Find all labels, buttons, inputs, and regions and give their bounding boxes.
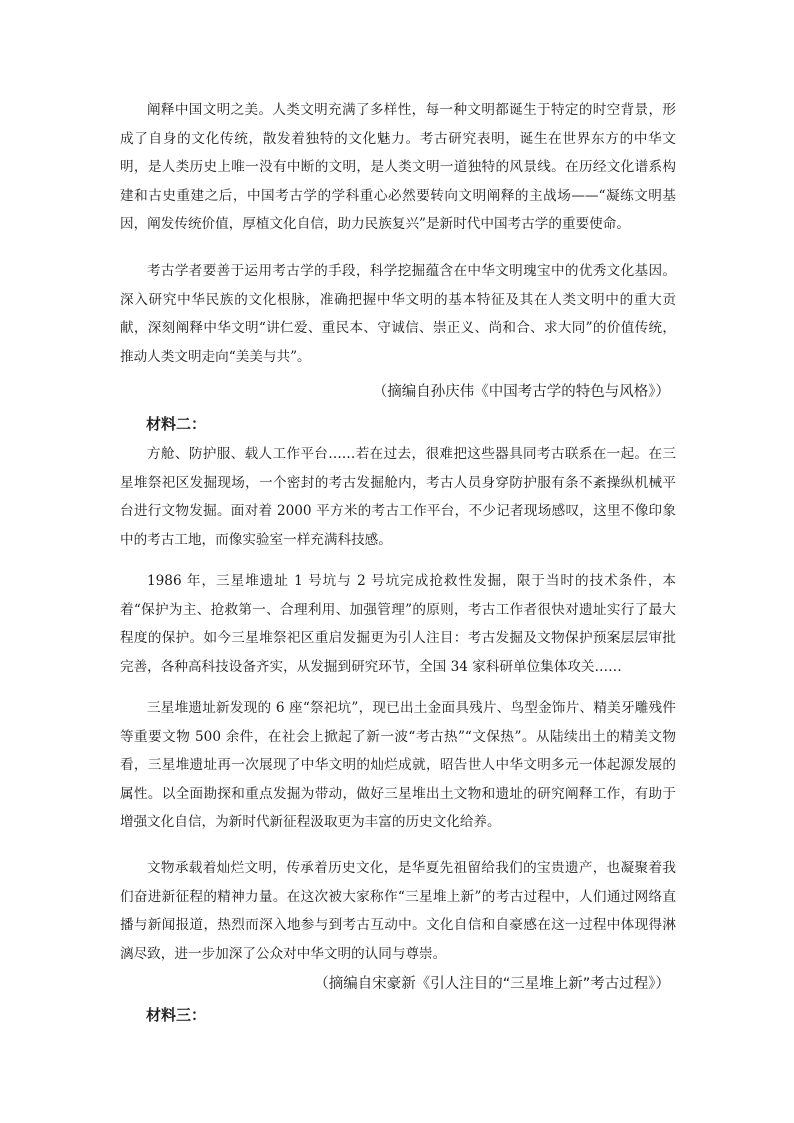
source-citation: （摘编自孙庆伟《中国考古学的特色与风格》） <box>372 384 670 400</box>
paragraph: 文物承载着灿烂文明，传承着历史文化，是华夏先祖留给我们的宝贵遗产，也凝聚着我们奋进新征程的精神力量。在这次被大家称作“三星堆上新”的考古过程中，人们通过网络直播与新闻报道，热烈而深入地参与到考古互动中。文化自信和自豪感在这一过程中体现得淋漓尽致，进一步加深了公众对中华文明的认同与尊崇。 <box>120 860 676 962</box>
paragraph: 考古学者要善于运用考古学的手段，科学挖掘蕴含在中华文明瑰宝中的优秀文化基因。深入研究中华民族的文化根脉，准确把握中华文明的基本特征及其在人类文明中的重大贡献，深刻阐释中华文明“讲仁爱、重民本、守诚信、崇正义、尚和合、求大同”的价值传统，推动人类文明走向“美美与共”。 <box>120 263 676 365</box>
section-heading: 材料三： <box>146 1006 207 1024</box>
paragraph: 阐释中国文明之美。人类文明充满了多样性，每一种文明都诞生于特定的时空背景，形成了自身的文化传统，散发着独特的文化魅力。考古研究表明，诞生在世界东方的中华文明，是人类历史上唯一没有中断的文明，是人类文明一道独特的风景线。在历经文化谱系构建和古史重建之后，中国考古学的学科重心必然要转向文明阐释的主战场——“凝练文明基因，阐发传统价值，厚植文化自信，助力民族复兴”是新时代中国考古学的重要使命。 <box>120 102 676 233</box>
paragraph: 1986 年，三星堆遗址 1 号坑与 2 号坑完成抢救性发掘，限于当时的技术条件，本着“保护为主、抢救第一、合理利用、加强管理”的原则，考古工作者很快对遗址实行了最大程度的保护。如今三星堆祭祀区重启发掘更为引人注目：考古发掘及文物保护预案层层审批完善，各种高科技设备齐实，从发掘到研究环节，全国 34 家科研单位集体攻关…… <box>120 573 676 675</box>
source-citation: （摘编自宋豪新《引人注目的“三星堆上新”考古过程》） <box>314 976 670 992</box>
paragraph: 方舱、防护服、载人工作平台……若在过去，很难把这些器具同考古联系在一起。在三星堆祭祀区发掘现场，一个密封的考古发掘舱内，考古人员身穿防护服有条不紊操纵机械平台进行文物发掘。面对着 2000 平方米的考古工作平台，不少记者现场感叹，这里不像印象中的考古工地，而像实验室一样充满科技感。 <box>120 446 676 548</box>
section-heading: 材料二： <box>146 415 207 433</box>
paragraph: 三星堆遗址新发现的 6 座“祭祀坑”，现已出土金面具残片、鸟型金饰片、精美牙雕残件等重要文物 500 余件，在社会上掀起了新一波“考古热”“文保热”。从陆续出土的精美文物看，三星堆遗址再一次展现了中华文明的灿烂成就，昭告世人中华文明多元一体起源发展的属性。以全面勘探和重点发掘为带动，做好三星堆出土文物和遗址的研究阐释工作，有助于增强文化自信，为新时代新征程汲取更为丰富的历史文化给养。 <box>120 700 676 831</box>
